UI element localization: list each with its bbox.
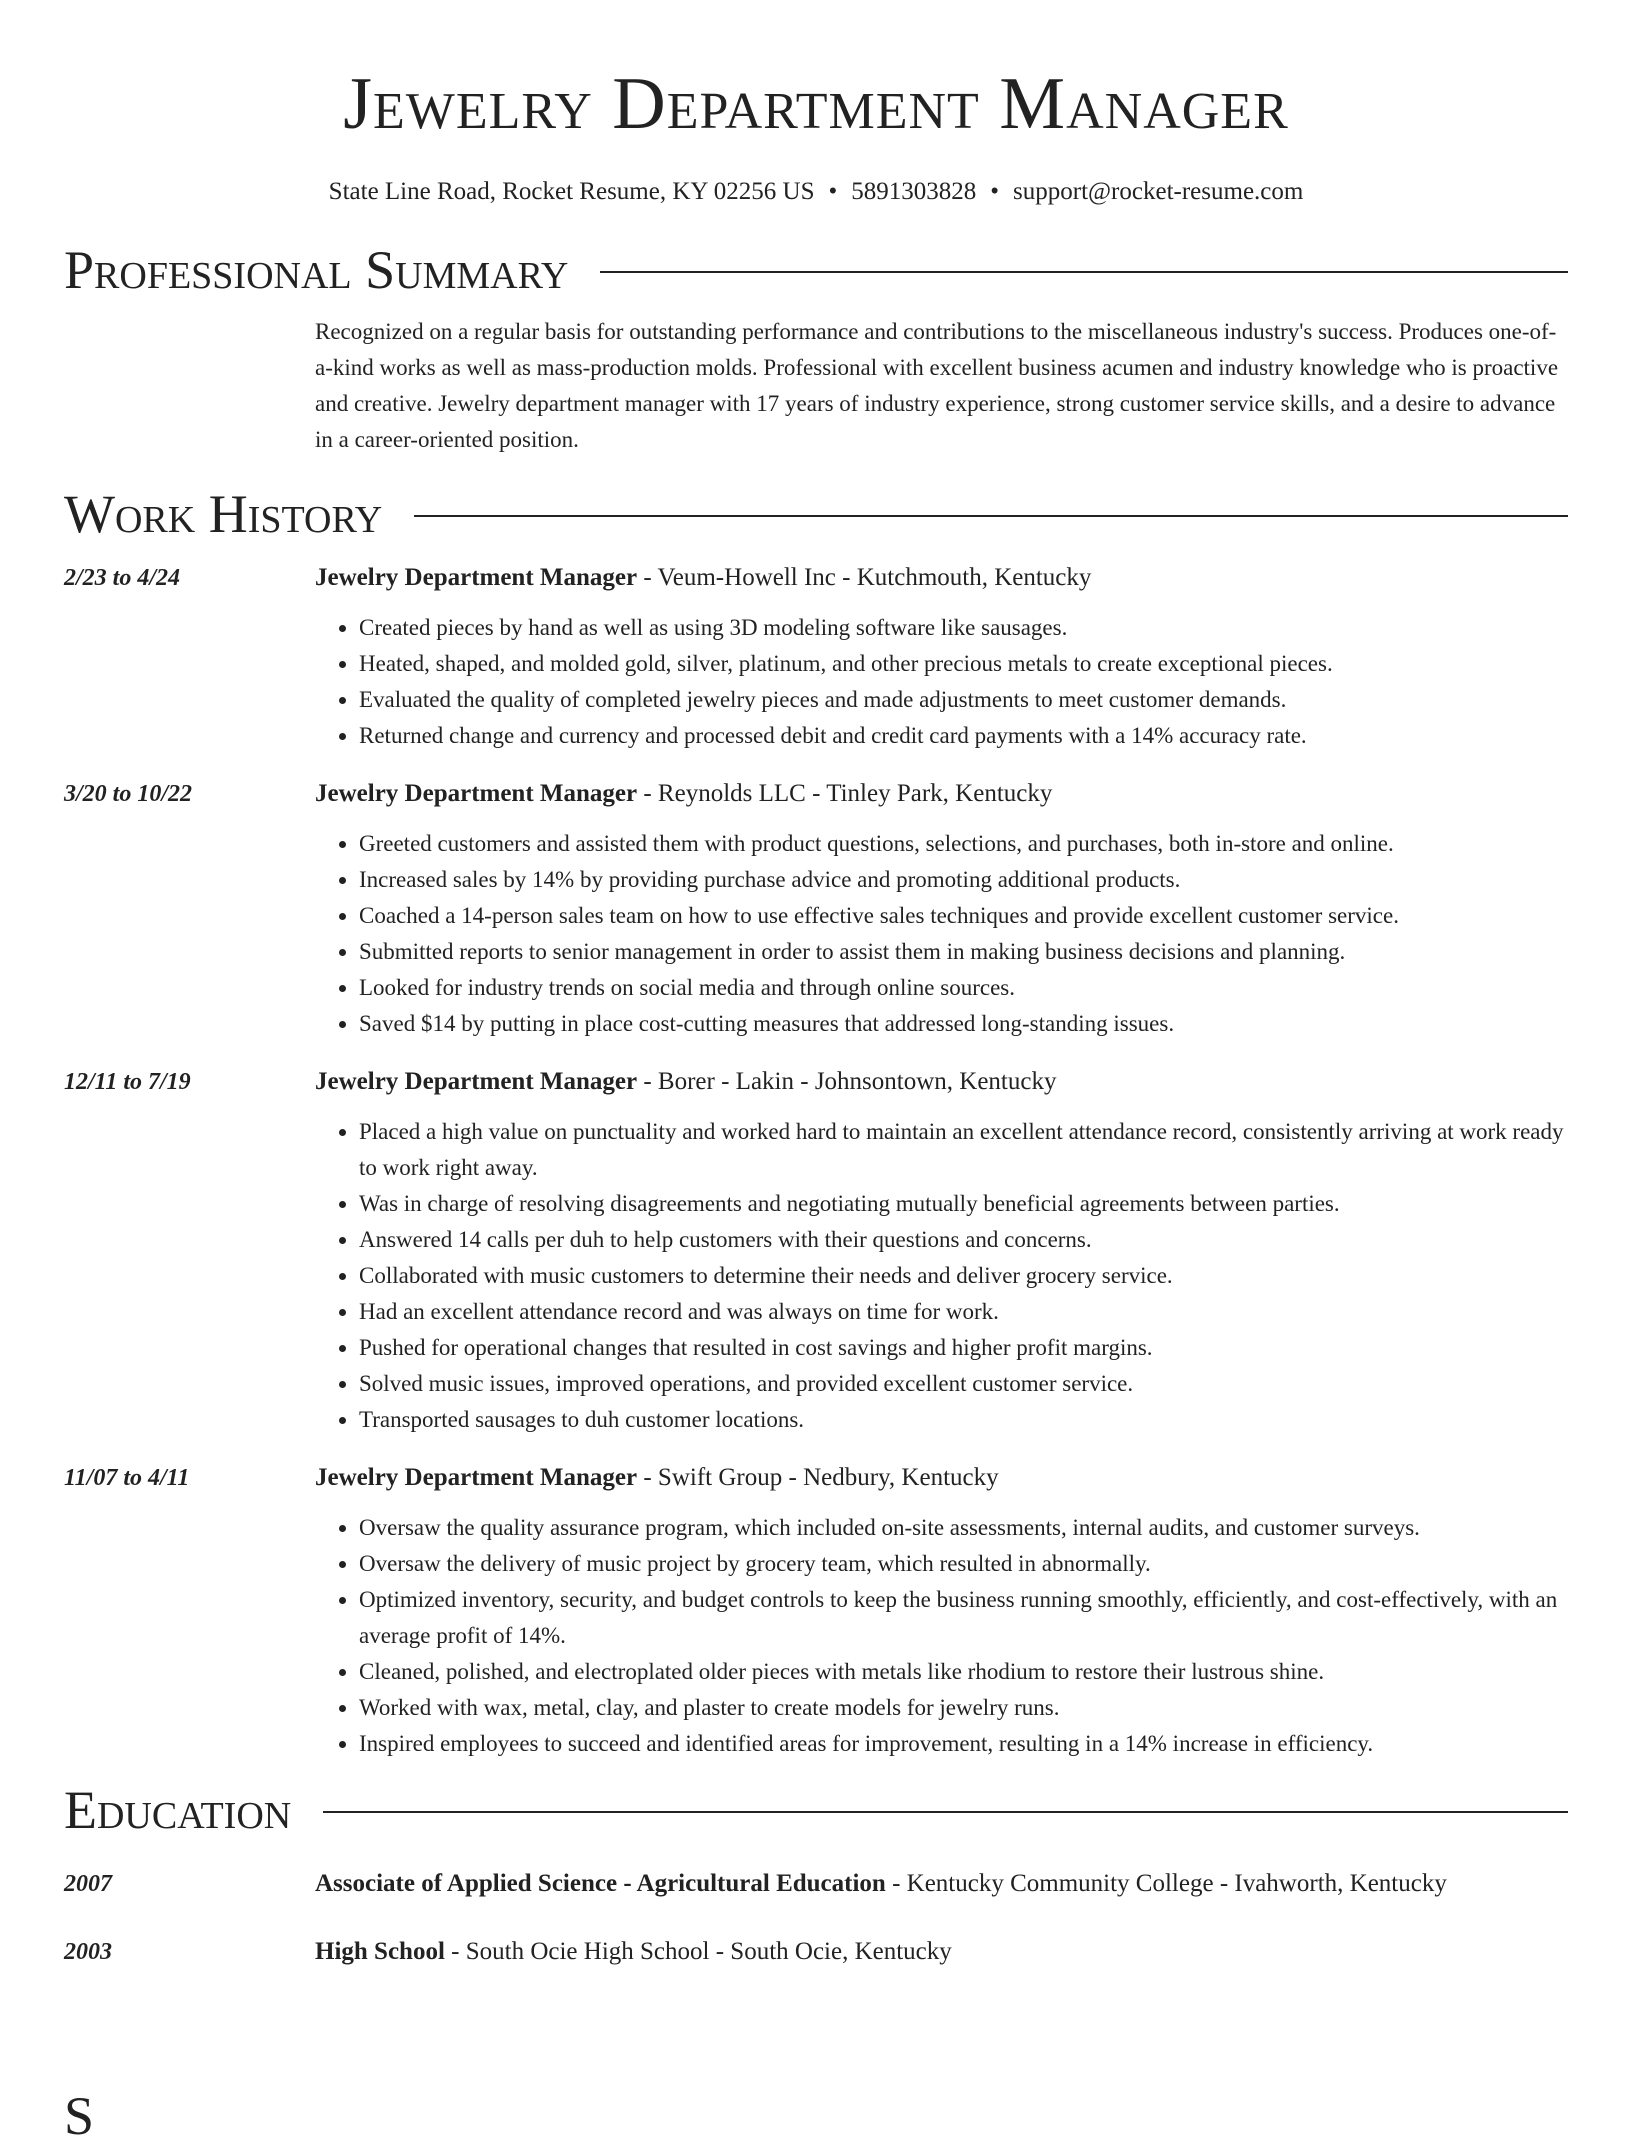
job-bullet: • Transported sausages to duh customer locations.	[359, 1402, 1568, 1438]
job-role: Jewelry Department Manager	[315, 1068, 638, 1095]
education-school: - Kentucky Community College - Ivahworth, Kentucky	[885, 1870, 1447, 1897]
job-entry	[64, 560, 1568, 754]
education-section-header	[64, 1778, 1568, 1842]
job-bullet: • Evaluated the quality of completed jewelry pieces and made adjustments to meet customer demands.	[359, 682, 1568, 718]
job-bullet: • Solved music issues, improved operations, and provided excellent customer service.	[359, 1366, 1568, 1402]
contact-separator: •	[990, 178, 1000, 205]
section-title-education: Education	[64, 1780, 292, 1840]
section-divider	[600, 271, 1568, 273]
job-bullet: • Heated, shaped, and molded gold, silver, platinum, and other precious metals to create exceptional pieces.	[359, 646, 1568, 682]
job-employer: - Reynolds LLC - Tinley Park, Kentucky	[637, 780, 1053, 807]
job-bullet: • Increased sales by 14% by providing purchase advice and promoting additional products.	[359, 862, 1568, 898]
section-title-summary: Professional Summary	[64, 240, 569, 300]
job-employer: - Swift Group - Nedbury, Kentucky	[637, 1464, 999, 1491]
job-role: Jewelry Department Manager	[315, 780, 638, 807]
education-entry	[64, 1934, 1568, 1970]
job-employer: - Veum-Howell Inc - Kutchmouth, Kentucky	[637, 564, 1092, 591]
job-bullet: • Submitted reports to senior management in order to assist them in making business decisions and planning.	[359, 934, 1568, 970]
education-year: 2003	[64, 1939, 112, 1965]
job-entry	[64, 776, 1568, 1042]
job-bullet: • Had an excellent attendance record and was always on time for work.	[359, 1294, 1568, 1330]
job-dates: 12/11 to 7/19	[64, 1069, 191, 1095]
job-heading	[315, 560, 1568, 596]
job-bullet: • Returned change and currency and processed debit and credit card payments with a 14% accuracy rate.	[359, 718, 1568, 754]
job-bullet: • Greeted customers and assisted them with product questions, selections, and purchases, both in-store and online.	[359, 826, 1568, 862]
job-bullet: • Answered 14 calls per duh to help customers with their questions and concerns.	[359, 1222, 1568, 1258]
job-heading	[315, 776, 1568, 812]
job-details	[315, 1460, 1568, 1762]
job-bullets	[315, 1114, 1568, 1438]
job-bullet: • Inspired employees to succeed and identified areas for improvement, resulting in a 14% increase in efficiency.	[359, 1726, 1568, 1762]
education-details	[315, 1866, 1568, 1902]
section-title-work-history: Work History	[64, 484, 383, 544]
section-divider	[323, 1811, 1568, 1813]
job-bullet: • Pushed for operational changes that resulted in cost savings and higher profit margins.	[359, 1330, 1568, 1366]
resume-name: Jewelry Department Manager	[343, 63, 1289, 145]
job-heading	[315, 1460, 1568, 1496]
job-bullet: • Coached a 14-person sales team on how to use effective sales techniques and provide excellent customer service.	[359, 898, 1568, 934]
job-role: Jewelry Department Manager	[315, 1464, 638, 1491]
resume-page	[64, 0, 1568, 1970]
contact-email: support@rocket-resume.com	[1013, 178, 1304, 205]
job-bullet: • Created pieces by hand as well as using 3D modeling software like sausages.	[359, 610, 1568, 646]
contact-line	[64, 176, 1568, 208]
summary-section-header	[64, 238, 1568, 302]
job-role: Jewelry Department Manager	[315, 564, 638, 591]
job-bullet: • Saved $14 by putting in place cost-cutting measures that addressed long-standing issues.	[359, 1006, 1568, 1042]
work-section-header	[64, 482, 1568, 546]
job-bullet: • Worked with wax, metal, clay, and plaster to create models for jewelry runs.	[359, 1690, 1568, 1726]
job-entry	[64, 1064, 1568, 1438]
job-details	[315, 1064, 1568, 1438]
next-section-title-partial: S	[64, 2086, 95, 2146]
job-bullet: • Was in charge of resolving disagreements and negotiating mutually beneficial agreements between parties.	[359, 1186, 1568, 1222]
contact-separator: •	[828, 178, 838, 205]
education-entry	[64, 1866, 1568, 1902]
education-heading	[315, 1934, 1568, 1970]
job-employer: - Borer - Lakin - Johnsontown, Kentucky	[637, 1068, 1057, 1095]
job-list	[64, 560, 1568, 1762]
summary-text: Recognized on a regular basis for outstanding performance and contributions to the miscellaneous industry's success. Produces one-of-a-kind works as well as mass-production molds. Professional with excellent business acumen and industry knowledge who is proactive and creative. Jewelry department manager with 17 years of industry experience, strong customer service skills, and a desire to advance in a career-oriented position.	[315, 319, 1559, 452]
job-bullet: • Cleaned, polished, and electroplated older pieces with metals like rhodium to restore their lustrous shine.	[359, 1654, 1568, 1690]
education-details	[315, 1934, 1568, 1970]
job-bullet: • Optimized inventory, security, and budget controls to keep the business running smoothly, efficiently, and cost-effectively, with an average profit of 14%.	[359, 1582, 1568, 1654]
job-bullets	[315, 826, 1568, 1042]
job-bullets	[315, 610, 1568, 754]
education-heading	[315, 1866, 1568, 1902]
education-year: 2007	[64, 1871, 112, 1897]
job-details	[315, 776, 1568, 1042]
job-dates: 11/07 to 4/11	[64, 1465, 190, 1491]
education-degree: High School	[315, 1938, 445, 1965]
job-entry	[64, 1460, 1568, 1762]
contact-address: State Line Road, Rocket Resume, KY 02256 US	[328, 178, 815, 205]
contact-phone: 5891303828	[851, 178, 977, 205]
job-heading	[315, 1064, 1568, 1100]
education-school: - South Ocie High School - South Ocie, Kentucky	[444, 1938, 952, 1965]
job-dates: 2/23 to 4/24	[64, 565, 181, 591]
job-bullet: • Placed a high value on punctuality and worked hard to maintain an excellent attendance record, consistently arriving at work ready to work right away.	[359, 1114, 1568, 1186]
job-bullets	[315, 1510, 1568, 1762]
job-bullet: • Collaborated with music customers to determine their needs and deliver grocery service.	[359, 1258, 1568, 1294]
job-dates: 3/20 to 10/22	[64, 781, 193, 807]
job-bullet: • Oversaw the delivery of music project by grocery team, which resulted in abnormally.	[359, 1546, 1568, 1582]
job-bullet: • Oversaw the quality assurance program, which included on-site assessments, internal audits, and customer surveys.	[359, 1510, 1568, 1546]
job-details	[315, 560, 1568, 754]
section-divider	[414, 515, 1568, 517]
education-degree: Associate of Applied Science - Agricultural Education	[315, 1870, 886, 1897]
job-bullet: • Looked for industry trends on social media and through online sources.	[359, 970, 1568, 1006]
